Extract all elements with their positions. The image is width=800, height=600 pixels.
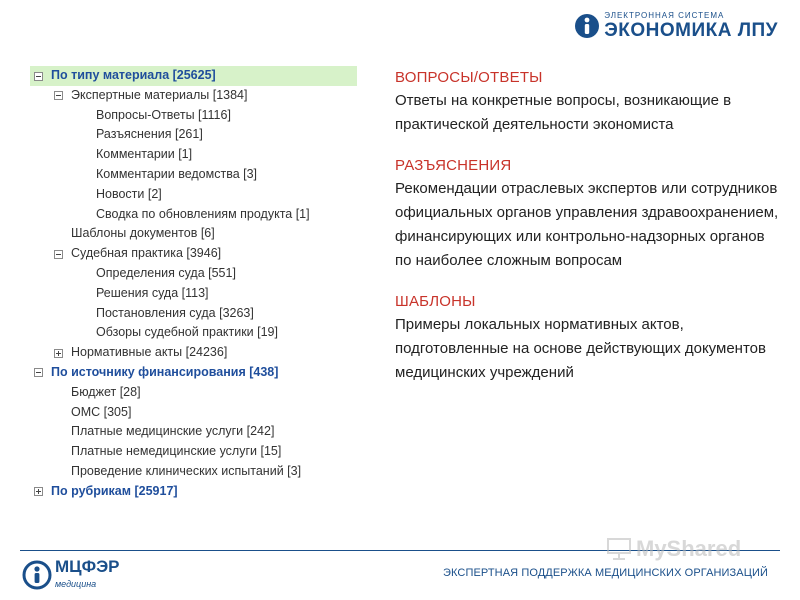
footer-caption: ЭКСПЕРТНАЯ ПОДДЕРЖКА МЕДИЦИНСКИХ ОРГАНИЗАЦИЙ [443,567,768,579]
tree-item-label: Комментарии ведомства [3] [96,166,258,181]
watermark [606,536,741,562]
tree-item-label: Постановления суда [3263] [96,305,254,320]
category-tree [30,66,357,502]
tree-root-item[interactable] [30,66,357,86]
tree-item[interactable] [30,106,357,126]
footer-logo [22,558,120,591]
tree-item[interactable] [30,264,357,284]
tree-item-label: Комментарии [1] [96,147,193,162]
tree-item[interactable] [30,185,357,205]
section-title: ВОПРОСЫ/ОТВЕТЫ [395,69,543,86]
tree-item[interactable] [30,145,357,165]
expand-icon[interactable] [34,487,43,496]
section-title: ШАБЛОНЫ [395,293,476,310]
brand-logo [574,12,778,40]
tree-item[interactable] [30,462,357,482]
description-panel [395,67,785,403]
tree-item-label: Новости [2] [96,186,162,201]
section-body: Рекомендации отраслевых экспертов или сотрудников официальных органов управления здравоохранением, финансирующих или контрольно-надзорных органов по наиболее сложным вопросам [395,180,779,269]
tree-item[interactable] [30,442,357,462]
tree-item[interactable] [30,284,357,304]
footer-logo-subtitle: медицина [55,579,97,589]
tree-item[interactable] [30,125,357,145]
tree-item[interactable] [30,205,357,225]
tree-item-label: Вопросы-Ответы [1116] [96,107,231,122]
collapse-icon[interactable] [54,91,63,100]
brand-subtitle: ЭЛЕКТРОННАЯ СИСТЕМА [604,11,725,20]
section-title: РАЗЪЯСНЕНИЯ [395,157,512,174]
tree-item-label: Судебная практика [3946] [71,246,222,261]
tree-item-label: Разъяснения [261] [96,127,203,142]
section-body: Примеры локальных нормативных актов, подготовленные на основе действующих документов медицинских учреждений [395,316,766,381]
brand-title: ЭКОНОМИКА ЛПУ [604,20,778,41]
tree-item[interactable] [30,165,357,185]
tree-item[interactable] [30,422,357,442]
tree-item-label: Нормативные акты [24236] [71,345,228,360]
tree-item[interactable] [30,86,357,106]
description-section [395,291,785,385]
description-section [395,155,785,273]
tree-root-item[interactable] [30,363,357,383]
tree-item-label: ОМС [305] [71,404,132,419]
tree-item-label: Экспертные материалы [1384] [71,87,248,102]
section-body: Ответы на конкретные вопросы, возникающие в практической деятельности экономиста [395,92,732,133]
info-circle-icon [574,13,600,39]
tree-item[interactable] [30,244,357,264]
tree-item-label: Платные немедицинские услуги [15] [71,444,282,459]
tree-item-label: Платные медицинские услуги [242] [71,424,275,439]
watermark-text: MyShared [636,536,742,561]
tree-item[interactable] [30,343,357,363]
tree-item-label: Шаблоны документов [6] [71,226,215,241]
tree-item[interactable] [30,403,357,423]
tree-item-label: По типу материала [25625] [51,68,216,82]
tree-item-label: Решения суда [113] [96,285,209,300]
tree-item-label: Обзоры судебной практики [19] [96,325,278,340]
mcfer-logo-icon [22,560,52,590]
tree-item[interactable] [30,383,357,403]
description-section [395,67,785,137]
tree-item-label: По источнику финансирования [438] [51,364,279,379]
collapse-icon[interactable] [34,72,43,81]
collapse-icon[interactable] [54,250,63,259]
tree-item[interactable] [30,224,357,244]
tree-item[interactable] [30,304,357,324]
footer-logo-title: МЦФЭР [55,557,120,576]
tree-item-label: Сводка по обновлениям продукта [1] [96,206,310,221]
tree-item-label: Проведение клинических испытаний [3] [71,463,302,478]
tree-item-label: Определения суда [551] [96,265,236,280]
expand-icon[interactable] [54,349,63,358]
tree-item-label: По рубрикам [25917] [51,483,178,498]
tree-item[interactable] [30,323,357,343]
tree-root-item[interactable] [30,482,357,502]
collapse-icon[interactable] [34,368,43,377]
presentation-icon [606,538,632,560]
tree-item-label: Бюджет [28] [71,384,141,399]
